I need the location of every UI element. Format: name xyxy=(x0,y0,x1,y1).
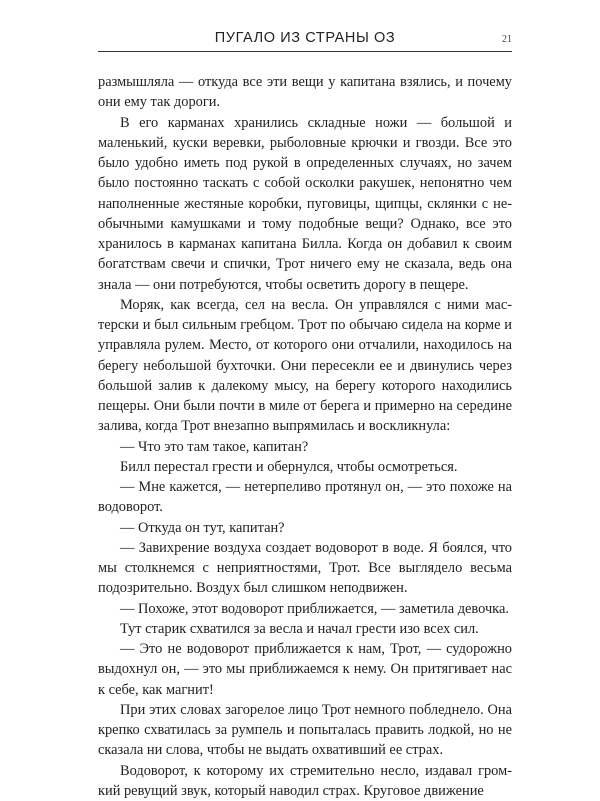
running-header xyxy=(98,30,512,50)
paragraph: — Мне кажется, — нетерпеливо протянул он, — это похоже на водоворот. xyxy=(98,477,512,518)
paragraph: В его карманах хранились складные ножи — большой и маленький, куски веревки, рыболовные крючки и гвозди. Все это было удобно иметь под рукой в определенных случаях, но зачем было постоянно таскать с собой осколки ракушек, непонятно чем наполненные жестяные коробки, пуговицы, щипцы, склянки с необычными камушками и тому подобные вещи? Однако, все это хранилось в карманах капитана Билла. Когда он добавил к своим богатствам свечи и спички, Трот ничего ему не сказала, ведь она знала — они потребуются, чтобы осветить дорогу в пещере. xyxy=(98,113,512,295)
paragraph: Тут старик схватился за весла и начал грести изо всех сил. xyxy=(98,619,512,639)
paragraph: Водоворот, к которому их стремительно несло, издавал громкий ревущий звук, который наводил страх. Круговое движение xyxy=(98,761,512,801)
page-number: 21 xyxy=(502,34,512,45)
header-rule xyxy=(98,51,512,52)
paragraph: — Это не водоворот приближается к нам, Трот, — судорожно выдохнул он, — это мы приближаемся к нему. Он притягивает нас к себе, как магнит! xyxy=(98,639,512,700)
paragraph: размышляла — откуда все эти вещи у капитана взялись, и почему они ему так дороги. xyxy=(98,72,512,113)
paragraph: Моряк, как всегда, сел на весла. Он управлялся с ними мастерски и был сильным гребцом. Трот по обычаю сидела на корме и управляла рулем. Место, от которого они отчалили, находилось на берегу небольшой бухточки. Они пересекли ее и двинулись через большой залив к далекому мысу, на берегу которого находились пещеры. Они были почти в миле от берега и примерно на середине залива, когда Трот внезапно выпрямилась и воскликнула: xyxy=(98,295,512,437)
body-text xyxy=(98,72,512,801)
running-title: ПУГАЛО ИЗ СТРАНЫ ОЗ xyxy=(98,30,512,46)
paragraph: — Похоже, этот водоворот приближается, — заметила девочка. xyxy=(98,599,512,619)
paragraph: — Завихрение воздуха создает водоворот в воде. Я боялся, что мы столкнемся с неприятностями, Трот. Все выглядело весьма подозрительно. Воздух был слишком неподвижен. xyxy=(98,538,512,599)
paragraph: — Откуда он тут, капитан? xyxy=(98,518,512,538)
paragraph: Билл перестал грести и обернулся, чтобы осмотреться. xyxy=(98,457,512,477)
paragraph: — Что это там такое, капитан? xyxy=(98,437,512,457)
paragraph: При этих словах загорелое лицо Трот немного побледнело. Она крепко схватилась за румпель и попыталась править лодкой, но не сказала ни слова, чтобы не выдать охвативший ее страх. xyxy=(98,700,512,761)
